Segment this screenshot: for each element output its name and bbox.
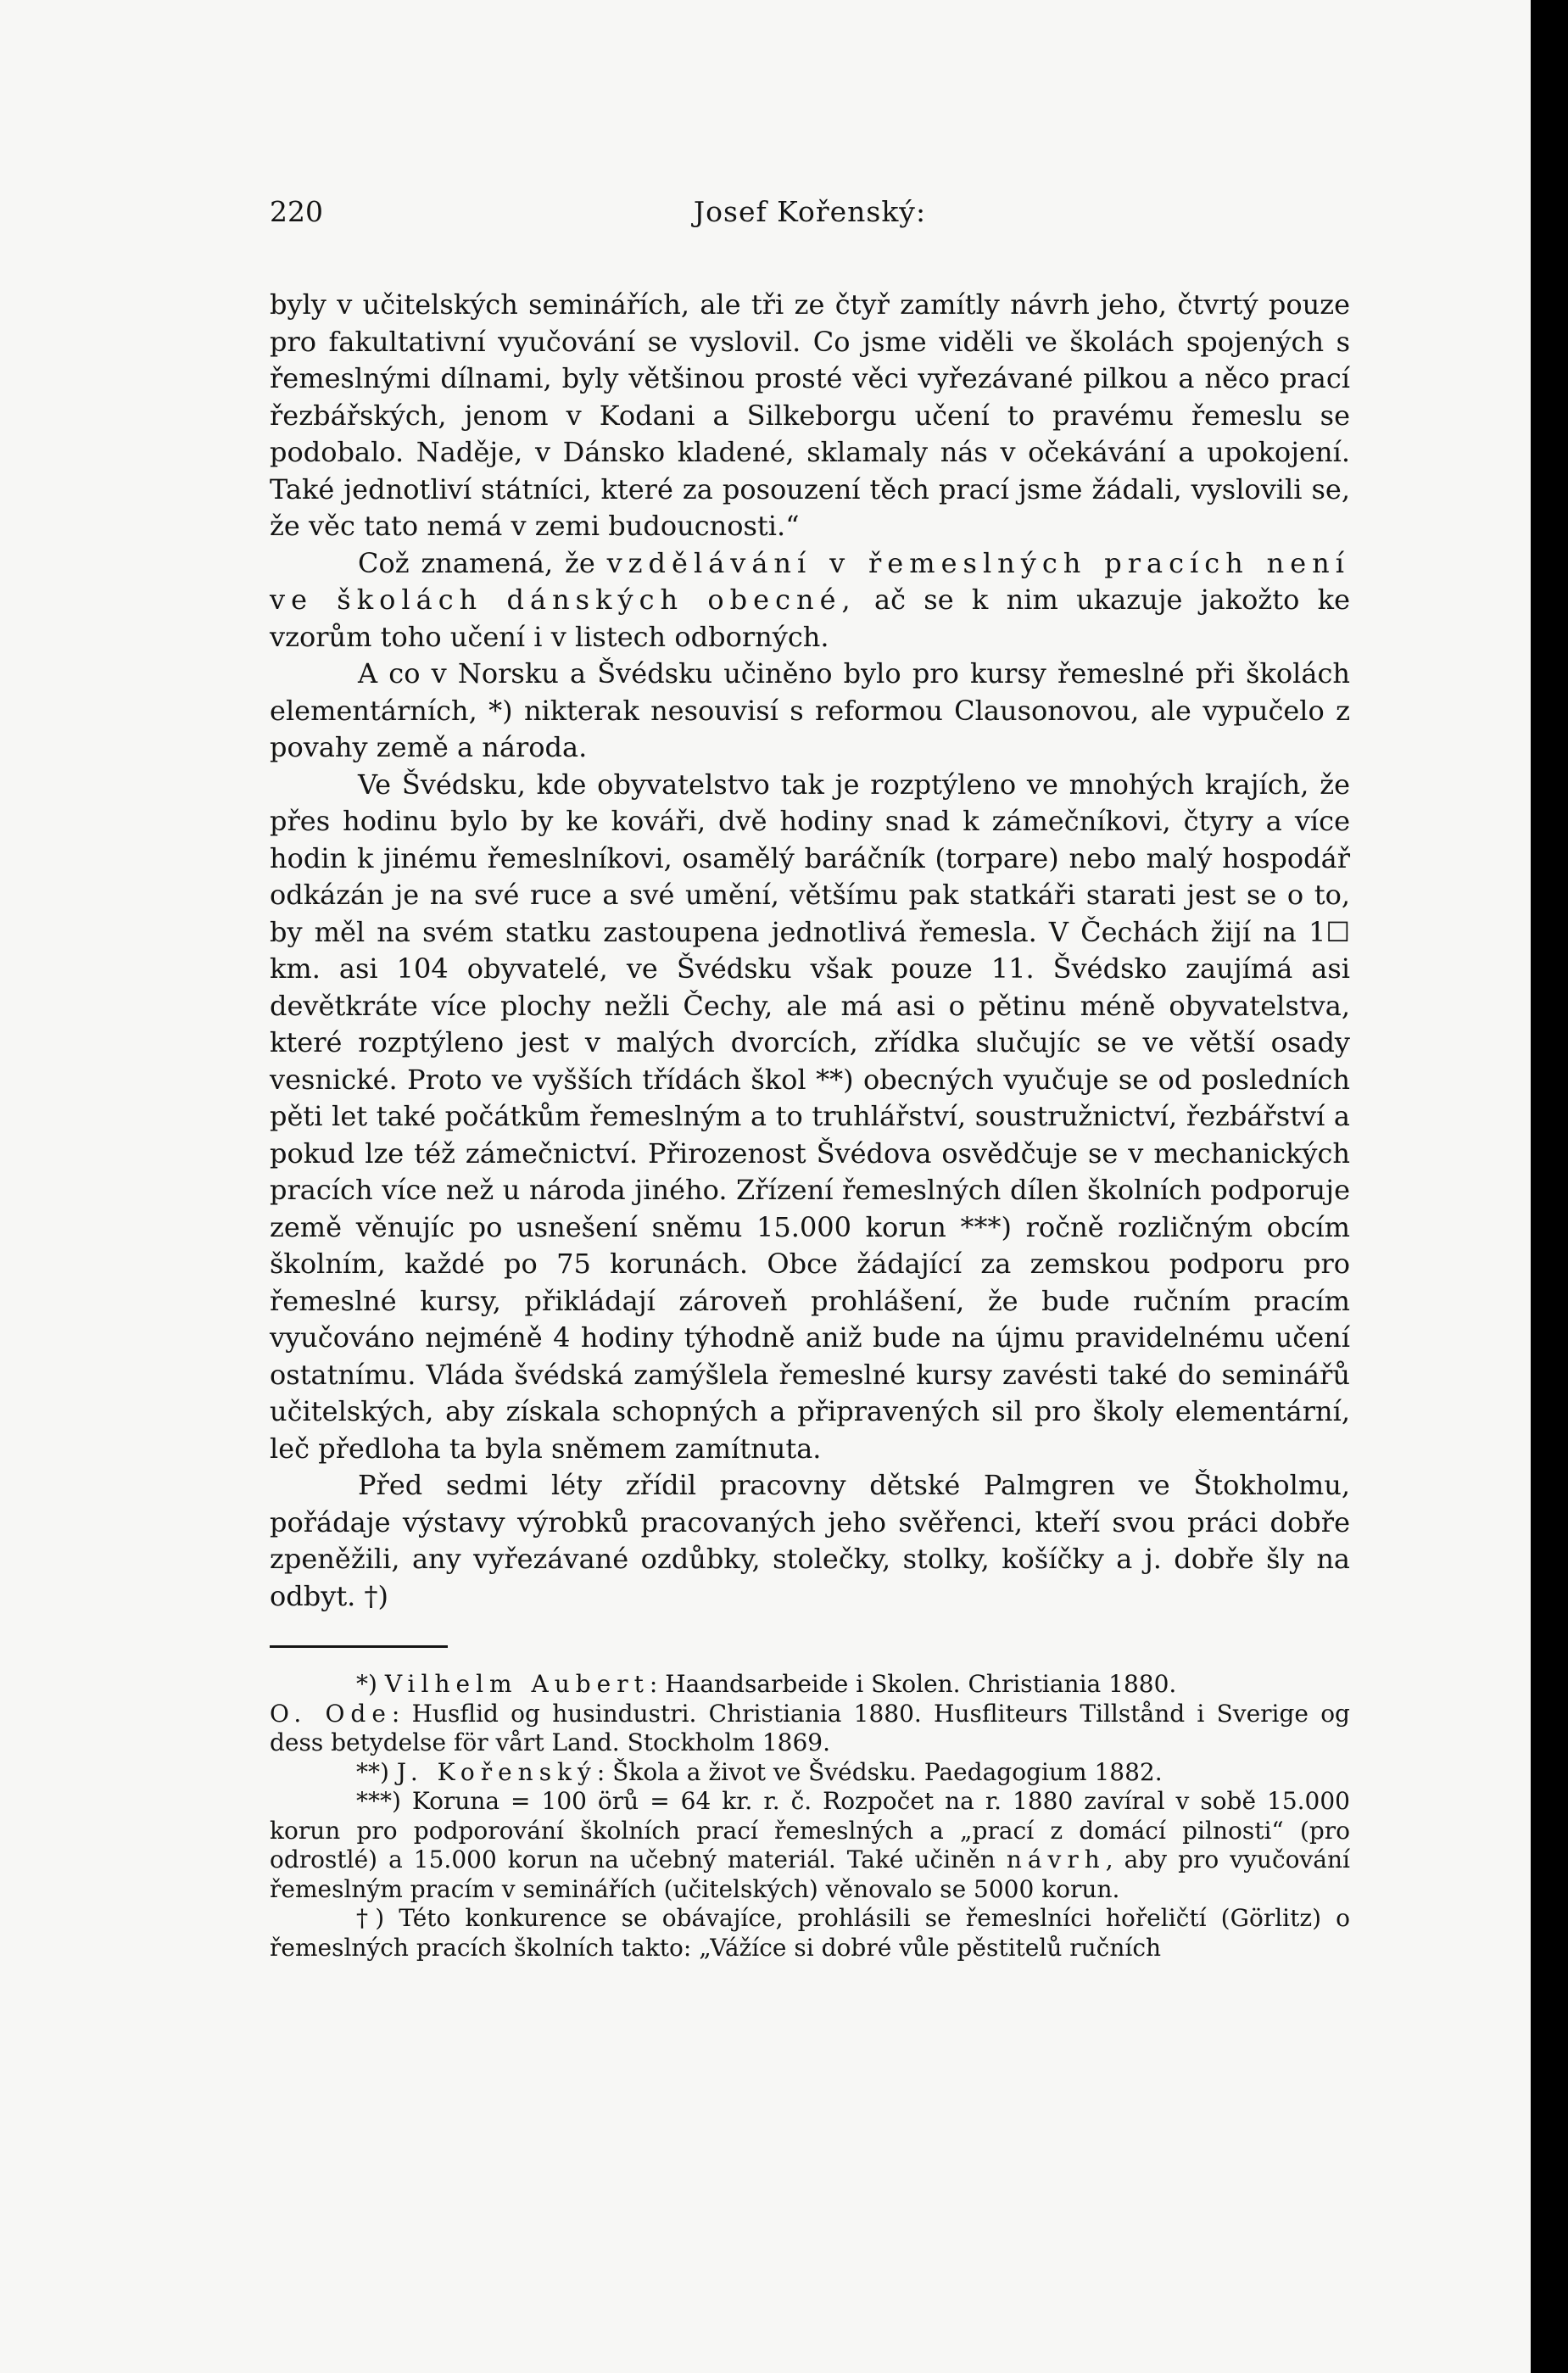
footnotes bbox=[270, 1670, 1350, 1963]
footnote-1 bbox=[270, 1670, 1350, 1700]
paragraph-3: A co v Norsku a Švédsku učiněno bylo pro kursy řemeslné při školách elementárních, *) nikterak nesouvisí s reformou Clausonovou, ale vypučelo z povahy země a národa. bbox=[270, 657, 1350, 763]
footnote-3-emphasis: návrh bbox=[1006, 1845, 1106, 1873]
footnote-2 bbox=[270, 1758, 1350, 1788]
paragraph-5: Před sedmi léty zřídil pracovny dětské Palmgren ve Štokholmu, pořádaje výstavy výrobků pracovaných jeho svěřenci, kteří svou práci dobře zpeněžili, any vyřezávané ozdůbky, stolečky, stolky, košíčky a j. dobře šly na odbyt. †) bbox=[270, 1469, 1350, 1612]
footnote-1-continued bbox=[270, 1700, 1350, 1758]
paragraph-2-part-c: ač se k nim ukazuje jakožto ke vzorům toho učení i v listech odborných. bbox=[270, 583, 1351, 653]
footnote-3-part-a: ***) Koruna = 100 örů = 64 kr. r. č. Rozpočet na r. 1880 zavíral v sobě 15.000 korun pro podporování školních prací řemeslných a „prací z domácí pilnosti“ (pro odrostlé) a 15.000 korun na učebný materiál. Také učiněn bbox=[270, 1787, 1350, 1873]
running-title: Josef Kořenský: bbox=[693, 195, 927, 228]
book-page bbox=[270, 195, 1350, 1963]
footnote-1-title: : Haandsarbeide i Skolen. Christiania 1880. bbox=[649, 1670, 1177, 1698]
footnote-1-author: Vilhelm Aubert bbox=[384, 1670, 650, 1698]
paragraph-2-emphasis: vzdělávání v řemeslných pracích není ve školách dánských obecné, bbox=[270, 546, 1351, 616]
footnote-2-author: J. Kořenský bbox=[396, 1757, 597, 1786]
footnote-2-title: : Škola a život ve Švédsku. Paedagogium 1882. bbox=[596, 1757, 1163, 1786]
footnote-3 bbox=[270, 1787, 1350, 1904]
main-text bbox=[270, 287, 1350, 1615]
footnote-3-part-c: , aby pro vyučování řemeslným pracím v seminářích (učitelských) věnovalo se 5000 korun. bbox=[270, 1845, 1350, 1903]
footnote-divider bbox=[270, 1645, 448, 1648]
paragraph-2-part-a: Což znamená, že bbox=[358, 546, 607, 579]
paragraph-1: byly v učitelských seminářích, ale tři ze čtyř zamítly návrh jeho, čtvrtý pouze pro fakultativní vyučování se vyslovil. Co jsme viděli ve školách spojených s řemeslnými dílnami, byly většinou prosté věci vyřezávané pilkou a něco prací řezbářských, jenom v Kodani a Silkeborgu učení to pravému řemeslu se podobalo. Naděje, v Dánsko kladené, sklamaly nás v očekávání a upokojení. Také jednotliví státníci, které za posouzení těch prací jsme žádali, vyslovili se, že věc tato nemá v zemi budoucnosti.“ bbox=[270, 288, 1350, 542]
footnote-4: †) Této konkurence se obávajíce, prohlásili se řemeslníci hořeličtí (Görlitz) o řemeslných pracích školních takto: „Vážíce si dobré vůle pěstitelů ručních bbox=[270, 1904, 1350, 1962]
page-header bbox=[270, 195, 1350, 246]
footnote-1-marker: *) bbox=[356, 1670, 385, 1698]
paragraph-2 bbox=[270, 545, 1350, 656]
scan-edge-shadow bbox=[1531, 0, 1568, 2373]
paragraph-4: Ve Švédsku, kde obyvatelstvo tak je rozptýleno ve mnohých krajích, že přes hodinu bylo by ke kováři, dvě hodiny snad k zámečníkovi, čtyry a více hodin k jinému řemeslníkovi, osamělý baráčník (torpare) nebo malý hospodář odkázán je na své ruce a své umění, většímu pak statkáři starati jest se o to, by měl na svém statku zastoupena jednotlivá řemesla. V Čechách žijí na 1☐ km. asi 104 obyvatelé, ve Švédsku však pouze 11. Švédsko zaujímá asi devětkráte více plochy nežli Čechy, ale má asi o pětinu méně obyvatelstva, které rozptýleno jest v malých dvorcích, zřídka slučujíc se ve větší osady vesnické. Proto ve vyšších třídách škol **) obecných vyučuje se od posledních pěti let také počátkům řemeslným a to truhlářství, soustružnictví, řezbářství a pokud lze též zámečnictví. Přirozenost Švédova osvědčuje se v mechanických pracích více než u národa jiného. Zřízení řemeslných dílen školních podporuje země věnujíc po usnešení sněmu 15.000 korun ***) ročně rozličným obcím školním, každé po 75 korunách. Obce žádající za zemskou podporu pro řemeslné kursy, přikládají zároveň prohlášení, že bude ručním pracím vyučováno nejméně 4 hodiny týhodně aniž bude na újmu pravidelnému učení ostatnímu. Vláda švédská zamýšlela řemeslné kursy zavésti také do seminářů učitelských, aby získala schopných a připravených sil pro školy elementární, leč předloha ta byla sněmem zamítnuta. bbox=[270, 768, 1350, 1465]
footnote-2-marker: **) bbox=[356, 1757, 397, 1786]
page-number: 220 bbox=[270, 195, 323, 228]
footnote-1-author-2: O. Ode bbox=[270, 1699, 392, 1728]
footnote-1-title-2: : Husflid og husindustri. Christiania 1880. Husfliteurs Tillstånd i Sverige og dess betydelse för vårt Land. Stockholm 1869. bbox=[270, 1699, 1350, 1756]
